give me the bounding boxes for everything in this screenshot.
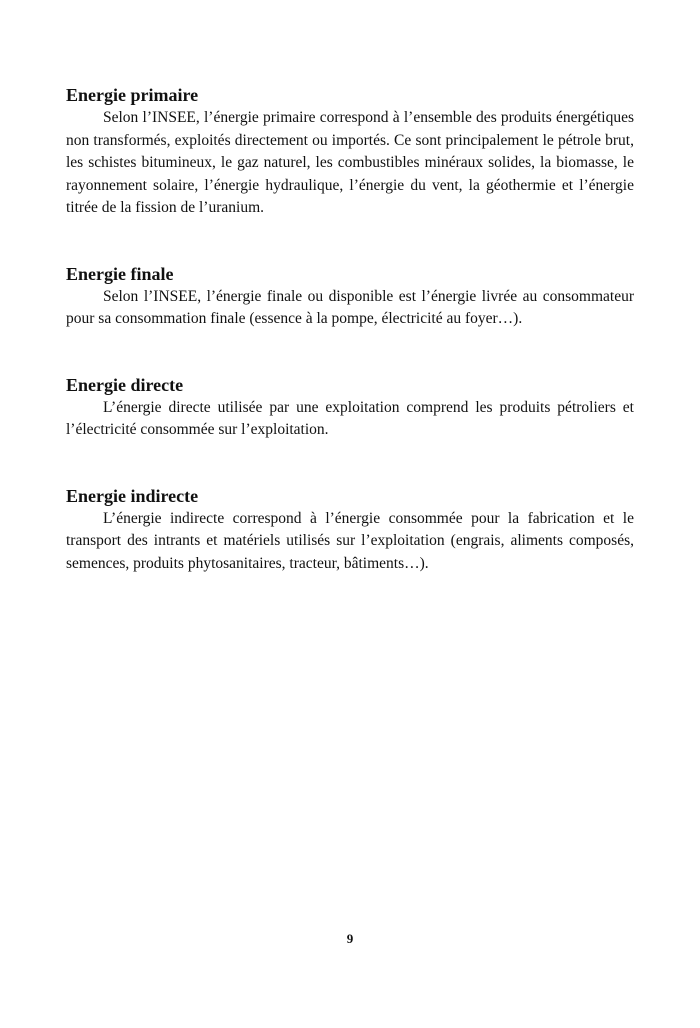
page-content [66, 84, 634, 575]
section-paragraph: Selon l’INSEE, l’énergie finale ou disponible est l’énergie livrée au consommateur pour sa consommation finale (essence à la pompe, électricité au foyer…). [66, 287, 634, 327]
section-paragraph: L’énergie directe utilisée par une exploitation comprend les produits pétroliers et l’électricité consommée sur l’exploitation. [66, 398, 634, 438]
page-number: 9 [346, 931, 354, 946]
section-heading: Energie indirecte [66, 485, 199, 506]
section-heading: Energie primaire [66, 85, 199, 105]
section-energie-finale [66, 263, 634, 331]
section-heading: Energie directe [66, 374, 184, 395]
section-paragraph: Selon l’INSEE, l’énergie primaire correspond à l’ensemble des produits énergétiques non transformés, exploités directement ou importés. Ce sont principalement le pétrole brut, les schistes bitumineux, le gaz naturel, les combustibles minéraux solides, la biomasse, le rayonnement solaire, l’énergie hydraulique, l’énergie du vent, la géothermie et l’énergie titrée de la fission de l’uranium. [66, 109, 634, 216]
section-energie-indirecte [66, 485, 634, 576]
section-heading: Energie finale [66, 263, 174, 284]
section-energie-directe [66, 374, 634, 442]
section-paragraph: L’énergie indirecte correspond à l’énergie consommée pour la fabrication et le transport des intrants et matériels utilisés sur l’exploitation (engrais, aliments composés, semences, produits phytosanitaires, tracteur, bâtiments…). [66, 509, 634, 572]
section-energie-primaire [66, 84, 634, 220]
